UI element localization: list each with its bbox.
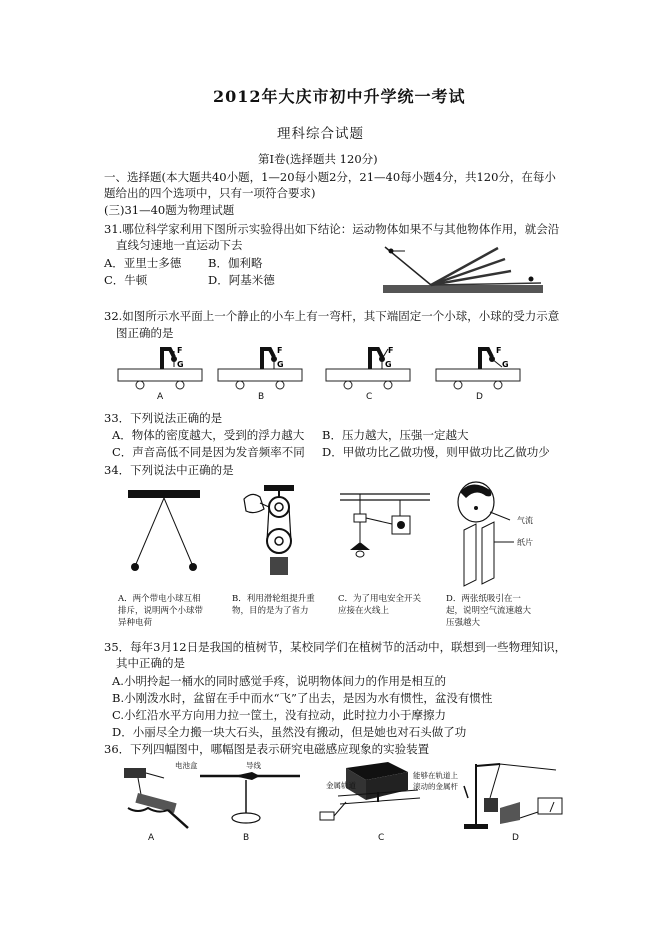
q33-option-c: C．声音高低不同是因为发音频率不同 bbox=[112, 445, 305, 459]
force-label-g: G bbox=[385, 360, 392, 369]
q32-cart-c bbox=[326, 345, 410, 393]
q36-label-rod-note-2: 滚动的金属杆 bbox=[413, 782, 458, 791]
q31-stem-line2: 直线匀速地一直运动下去 bbox=[116, 238, 243, 252]
q32-stem-line1: 32.如图所示水平面上一个静止的小车上有一弯杆，其下端固定一个小球，小球的受力示意 bbox=[104, 309, 560, 323]
q31-option-b: B．伽利略 bbox=[208, 256, 263, 270]
q34-caption-b: B．利用滑轮组提升重物，目的是为了省力 bbox=[232, 594, 315, 616]
ramp-base bbox=[383, 285, 543, 293]
force-label-f: F bbox=[388, 346, 394, 355]
q35-stem-line2: 其中正确的是 bbox=[116, 656, 185, 670]
q34-stem: 34．下列说法中正确的是 bbox=[104, 463, 234, 477]
q32-stem-line2: 图正确的是 bbox=[116, 326, 174, 340]
q34-caption-a: A．两个带电小球互相排斥，说明两个小球带异种电荷 bbox=[118, 594, 204, 628]
force-label-f: F bbox=[277, 346, 283, 355]
q32-cart-b bbox=[218, 345, 302, 393]
q34-figure-d-paper-sheets bbox=[446, 480, 536, 580]
q36-label-metal-rail: 金属轨道 bbox=[326, 781, 356, 790]
exam-subtitle: 理科综合试题 bbox=[277, 126, 364, 142]
q32-label-c: C bbox=[366, 392, 373, 402]
q35-option-b: B.小刚泼水时，盆留在手中而水“飞”了出去，是因为水有惯性，盆没有惯性 bbox=[112, 691, 493, 705]
q34-figure-c-lamp-circuit bbox=[340, 488, 430, 583]
q36-stem: 36．下列四幅图中，哪幅图是表示研究电磁感应现象的实验装置 bbox=[104, 742, 430, 756]
q33-option-a: A．物体的密度越大，受到的浮力越大 bbox=[112, 428, 305, 442]
q36-label-battery-box: 电池盒 bbox=[175, 761, 198, 770]
q32-label-d: D bbox=[476, 392, 483, 402]
physics-subsection-heading: (三)31—40题为物理试题 bbox=[104, 203, 235, 217]
q35-stem-line1: 35．每年3月12日是我国的植树节，某校同学们在植树节的活动中，联想到一些物理知识， bbox=[104, 640, 567, 654]
q36-label-rod-note-1: 能够在轨道上 bbox=[413, 771, 458, 780]
q32-label-a: A bbox=[157, 392, 164, 402]
exam-title: 2012年大庆市初中升学统一考试 bbox=[213, 87, 466, 106]
q36-label-wire: 导线 bbox=[246, 761, 261, 770]
q35-option-d: D．小丽尽全力搬一块大石头，虽然没有搬动，但是她也对石头做了功 bbox=[112, 725, 467, 739]
q34-label-airflow: 气流 bbox=[517, 516, 533, 525]
q34-caption-c: C．为了用电安全开关应接在火线上 bbox=[338, 594, 422, 616]
force-label-g: G bbox=[177, 360, 184, 369]
q36-label-c: C bbox=[378, 833, 385, 843]
q35-option-c: C.小红沿水平方向用力拉一筐土，没有拉动，此时拉力小于摩擦力 bbox=[112, 708, 447, 722]
q36-label-a: A bbox=[148, 833, 155, 843]
q34-figure-a-charged-balls bbox=[118, 490, 208, 585]
q31-ramp-figure bbox=[383, 245, 543, 293]
section-instructions-line1: 一、选择题(本大题共40小题，1—20每小题2分，21—40每小题4分，共120分，在每小 bbox=[104, 170, 556, 184]
q34-caption-d: D．两张纸吸引在一起，说明空气流速越大压强越大 bbox=[446, 594, 532, 628]
force-label-f: F bbox=[177, 346, 183, 355]
force-label-g: G bbox=[277, 360, 284, 369]
q32-label-b: B bbox=[258, 392, 265, 402]
q32-cart-a bbox=[118, 345, 202, 393]
q33-stem: 33．下列说法正确的是 bbox=[104, 411, 223, 425]
q31-option-d: D．阿基米德 bbox=[208, 273, 275, 287]
q31-option-a: A．亚里士多德 bbox=[104, 256, 182, 270]
q34-label-paper: 纸片 bbox=[517, 538, 533, 547]
q36-figure-b-oersted bbox=[200, 762, 300, 832]
q36-label-d: D bbox=[512, 833, 519, 843]
q32-cart-d bbox=[436, 345, 520, 393]
q34-figure-b-pulley bbox=[234, 485, 314, 585]
q33-option-d: D．甲做功比乙做功慢，则甲做功比乙做功少 bbox=[322, 445, 550, 459]
section-instructions-line2: 题给出的四个选项中，只有一项符合要求) bbox=[104, 186, 316, 200]
q36-figure-d-induction bbox=[460, 758, 570, 833]
volume-heading: 第Ⅰ卷(选择题共 120分) bbox=[258, 152, 378, 166]
ball-end bbox=[529, 277, 534, 282]
right-slope-2 bbox=[431, 259, 505, 285]
force-label-g: G bbox=[502, 360, 509, 369]
q35-option-a: A.小明拎起一桶水的同时感觉手疼，说明物体间力的作用是相互的 bbox=[112, 674, 446, 688]
ball bbox=[389, 249, 394, 254]
q36-label-b: B bbox=[243, 833, 250, 843]
q33-option-b: B．压力越大，压强一定越大 bbox=[322, 428, 469, 442]
q31-option-c: C．牛顿 bbox=[104, 273, 148, 287]
q31-stem-line1: 31.哪位科学家利用下图所示实验得出如下结论：运动物体如果不与其他物体作用，就会沿 bbox=[104, 222, 560, 236]
force-label-f: F bbox=[496, 346, 502, 355]
